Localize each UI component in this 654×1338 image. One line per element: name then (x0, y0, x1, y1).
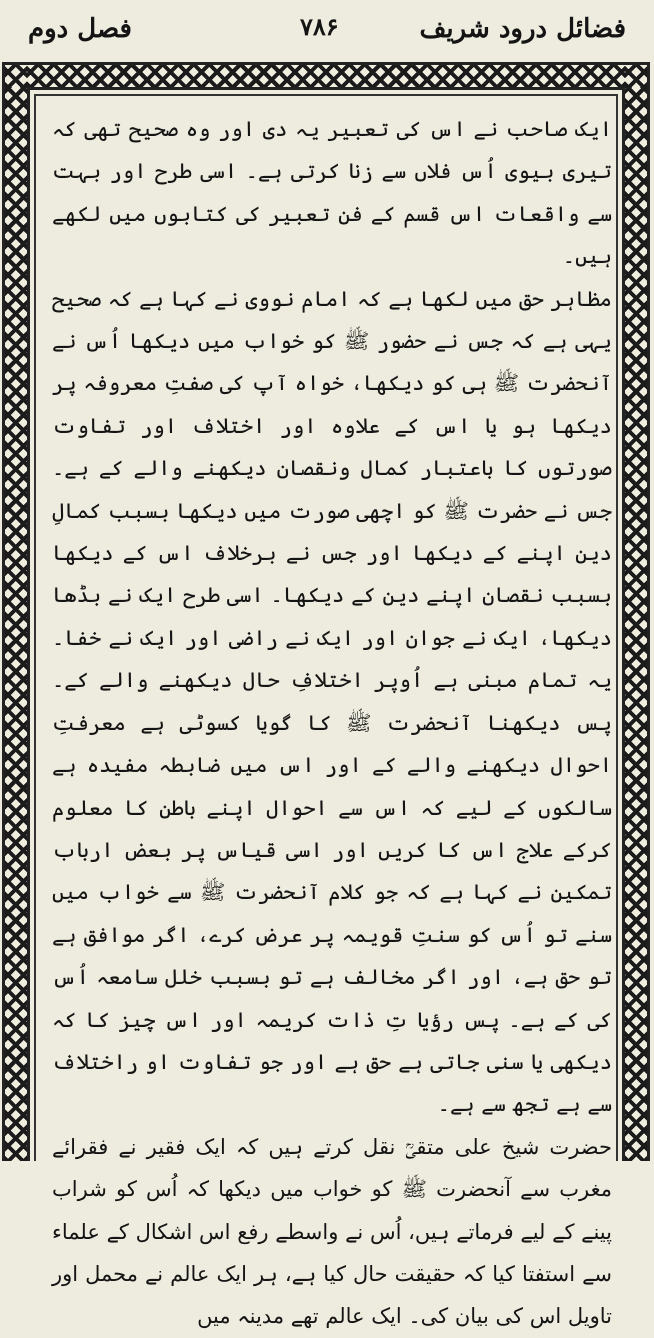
paragraph-3: حضرت شیخ علی متقیؒ نقل کرتے ہیں کہ ایک فقیر نے فقرائے مغرب سے آنحضرت ﷺ کو خواب میں دیکھا کہ اُس کو شراب پینے کے لیے فرماتے ہیں، اُس نے واسطے رفع اس اشکال کے علماء سے استفتا کیا کہ حقیقت حال کیا ہے، ہر ایک عالم نے محمل اور تاویل اس کی بیان کی۔ ایک عالم تھے مدینہ میں (52, 1134, 612, 1329)
body-text (52, 108, 612, 1338)
paragraph-1: ایک صاحب نے اس کی تعبیر یہ دی اور وہ صحیح تھی کہ تیری بیوی اُس فلاں سے زنا کرتی ہے۔ اسی طرح اور بہت سے واقعات اس قسم کے فن تعبیر کی کتابوں میں لکھے ہیں۔ (52, 117, 612, 269)
book-title: فضائل درود شریف (419, 14, 626, 44)
section-label: فصل دوم (28, 14, 132, 44)
page-number: ۷۸۶ (300, 12, 339, 41)
paragraph-2: مظاہر حق میں لکھا ہے کہ امام نووی نے کہا ہے کہ صحیح یہی ہے کہ جس نے حضور ﷺ کو خواب میں دیکھا اُس نے آنحضرت ﷺ ہی کو دیکھا، خواہ آپ کی صفتِ معروفہ پر دیکھا ہو یا اس کے علاوہ اور اختلاف اور تفاوت صورتوں کا باعتبار کمال ونقصان دیکھنے والے کے ہے۔ جس نے حضرت ﷺ کو اچھی صورت میں دیکھا بسبب کمالِ دین اپنے کے دیکھا اور جس نے برخلاف اس کے دیکھا بسبب نقصان اپنے دین کے دیکھا۔ اسی طرح ایک نے بڈھا دیکھا، ایک نے جوان اور ایک نے راضی اور ایک نے خفا۔ یہ تمام مبنی ہے اُوپر اختلافِ حال دیکھنے والے کے۔ پس دیکھنا آنحضرت ﷺ کا گویا کسوٹی ہے معرفتِ احوال دیکھنے والے کے اور اس میں ضابطہ مفیدہ ہے سالکوں کے لیے کہ اس سے احوال اپنے باطن کا معلوم کرکے علاج اس کا کریں اور اسی قیاس پر بعض ارباب تمکین نے کہا ہے کہ جو کلام آنحضرت ﷺ سے خواب میں سنے تو اُس کو سنتِ قویمہ پر عرض کرے، اگر موافق ہے تو حق ہے، اور اگر مخالف ہے تو بسبب خلل سامعہ اُس کی کے ہے۔ پس رؤیا تِ ذات کریمہ اور اس چیز کا کہ دیکھی یا سنی جاتی ہے حق ہے اور جو تفاوت او راختلاف سے ہے تجھ سے ہے۔ (52, 286, 612, 1117)
page-header (0, 0, 654, 62)
